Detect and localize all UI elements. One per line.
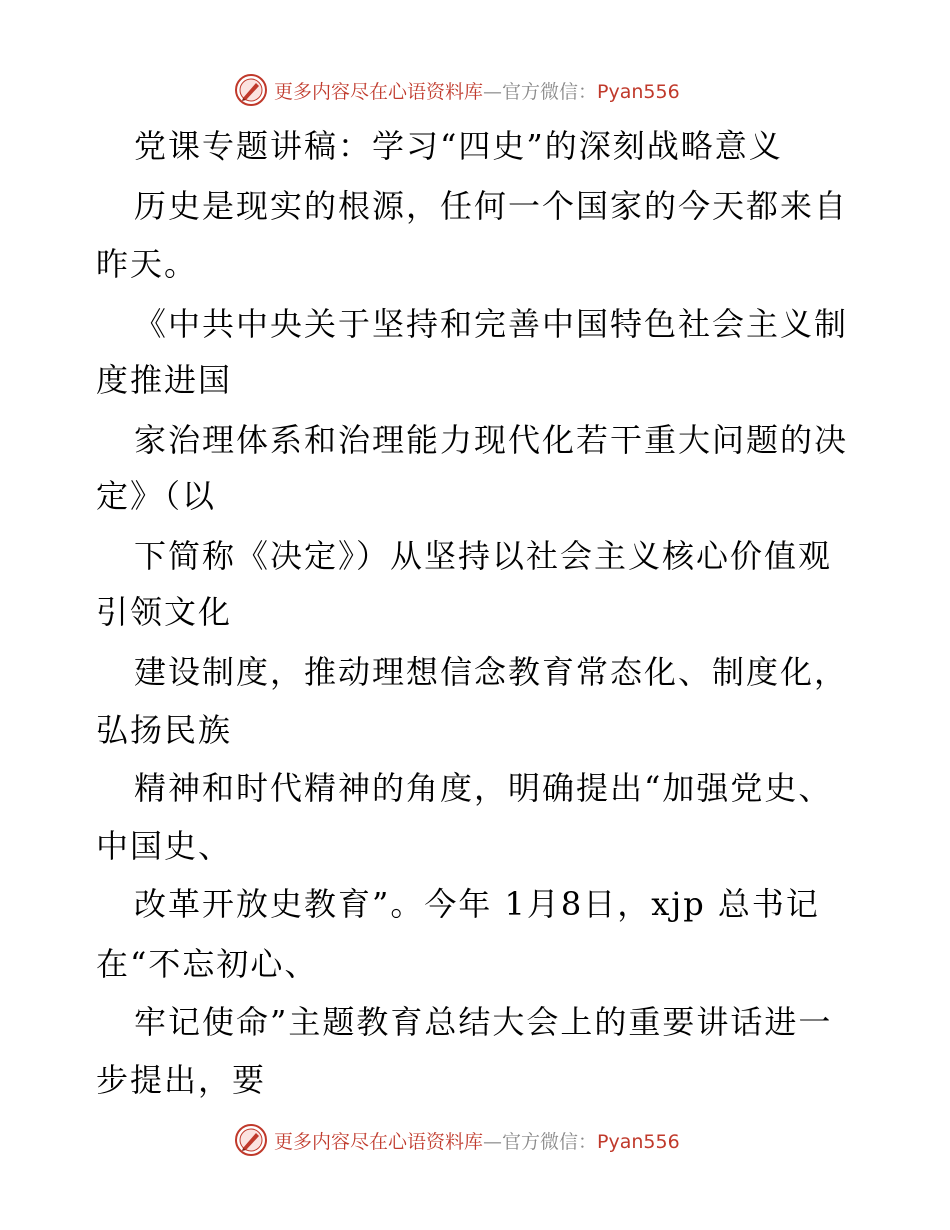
text-line: 家治理体系和治理能力现代化若干重大问题的决	[134, 421, 849, 459]
watermark-label: 官方微信：	[502, 1130, 598, 1153]
text-line: 精神和时代精神的角度，明确提出“加强党史、	[134, 769, 833, 807]
text-line: 定》（以	[96, 477, 217, 515]
text-line: 度推进国	[96, 361, 233, 399]
text-line: 引领文化	[96, 593, 233, 631]
watermark-main-text: 更多内容尽在心语资料库	[274, 1130, 484, 1153]
text-line: 弘扬民族	[96, 711, 233, 749]
text-line: 《中共中央关于坚持和完善中国特色社会主义制	[134, 305, 849, 343]
text-line: 改革开放史教育”。今年 1月8日，xjp 总书记	[134, 885, 820, 923]
watermark-dash: —	[483, 80, 503, 103]
watermark-text	[274, 1127, 680, 1154]
watermark-account: Pyan556	[597, 80, 680, 103]
footer-watermark	[234, 1122, 680, 1158]
text-line: 下简称《决定》）从坚持以社会主义核心价值观	[134, 537, 833, 575]
header-watermark	[234, 72, 680, 108]
text-line: 历史是现实的根源，任何一个国家的今天都来自	[134, 187, 849, 225]
watermark-text	[274, 77, 680, 104]
watermark-dash: —	[483, 1130, 503, 1153]
text-line: 牢记使命”主题教育总结大会上的重要讲话进一	[134, 1003, 833, 1041]
watermark-account: Pyan556	[597, 1130, 680, 1153]
text-line: 建设制度，推动理想信念教育常态化、制度化，	[134, 653, 849, 691]
document-title: 党课专题讲稿：学习“四史”的深刻战略意义	[134, 127, 783, 165]
text-line: 中国史、	[96, 827, 233, 865]
text-line: 昨天。	[96, 245, 199, 283]
text-line: 步提出，要	[96, 1061, 267, 1099]
watermark-label: 官方微信：	[502, 80, 598, 103]
text-line: 在“不忘初心、	[96, 945, 319, 983]
pen-logo-icon	[234, 73, 268, 107]
watermark-main-text: 更多内容尽在心语资料库	[274, 80, 484, 103]
pen-logo-icon	[234, 1123, 268, 1157]
